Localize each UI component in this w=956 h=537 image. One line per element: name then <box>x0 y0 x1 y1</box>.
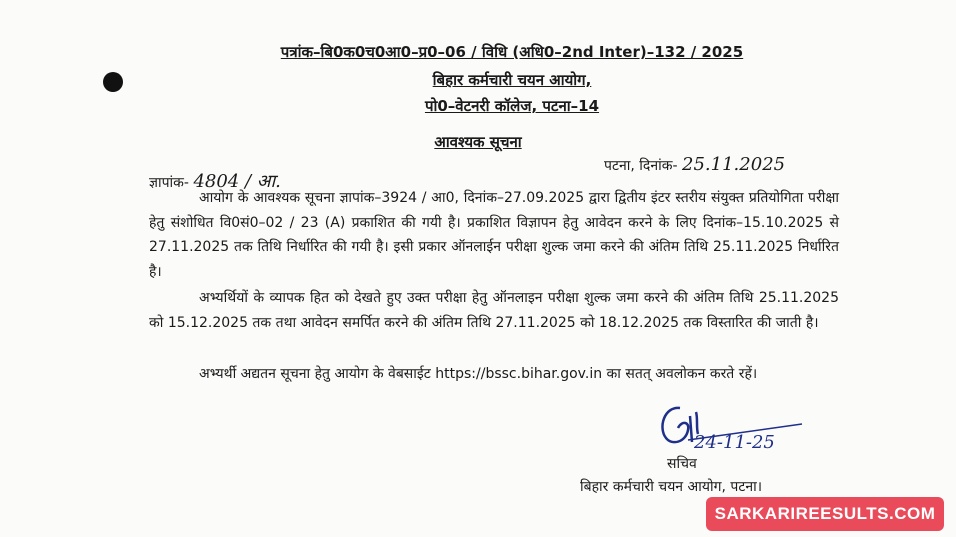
notice-subject: आवश्यक सूचना <box>434 133 522 151</box>
handwritten-signature <box>652 398 812 456</box>
paragraph-3: अभ्यर्थी अद्यतन सूचना हेतु आयोग के वेबसाईट https://bssc.bihar.gov.in का सतत् अवलोकन करते रहें। <box>199 366 758 382</box>
paragraph-1: आयोग के आवश्यक सूचना ज्ञापांक–3924 / आ0, दिनांक–27.09.2025 द्वारा द्वितीय इंटर स्तरीय संयुक्त प्रतियोगिता परीक्षा हेतु संशोधित वि0सं0–02 / 23 (A) प्रकाशित की गयी है। प्रकाशित विज्ञापन हेतु आवेदन करने के लिए दिनांक–15.10.2025 से 27.11.2025 तक तिथि निर्धारित की गयी है। इसी प्रकार ऑनलाईन परीक्षा शुल्क जमा करने की अंतिम तिथि 25.11.2025 निर्धारित है। <box>149 190 839 280</box>
designation: सचिव <box>667 456 697 472</box>
notice-date <box>604 154 785 175</box>
signatory-org: बिहार कर्मचारी चयन आयोग, पटना। <box>580 479 763 495</box>
memo-value: 4804 / आ. <box>193 171 281 192</box>
paragraph-2: अभ्यर्थियों के व्यापक हित को देखते हुए उक्त परीक्षा हेतु ऑनलाइन परीक्षा शुल्क जमा करने की अंतिम तिथि 25.11.2025 को 15.12.2025 तक तथा आवेदन समर्पित करने की अंतिम तिथि 27.11.2025 को 18.12.2025 तक विस्तारित की जाती है। <box>149 290 839 331</box>
org-name: बिहार कर्मचारी चयन आयोग, <box>432 71 592 89</box>
date-label: पटना, दिनांक- <box>604 158 678 174</box>
org-address: पो0–वेटनरी कॉलेज, पटना–14 <box>424 97 600 115</box>
date-value: 25.11.2025 <box>682 154 786 175</box>
letter-number: पत्रांक–बि0क0च0आ0–प्र0–06 / विधि (अधि0–2nd Inter)–132 / 2025 <box>280 43 744 61</box>
memo-label: ज्ञापांक- <box>149 175 189 191</box>
watermark-badge: SARKARIREESULTS.COM <box>706 497 944 531</box>
signature-date: 24-11-25 <box>694 432 775 453</box>
